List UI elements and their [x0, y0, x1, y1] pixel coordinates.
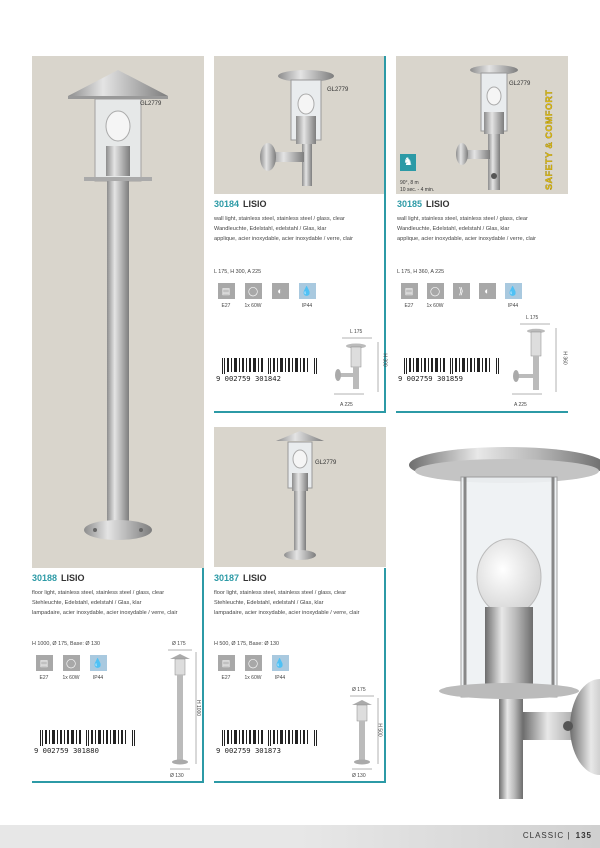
e27-socket-icon: ▤: [401, 283, 418, 299]
sensor-note: 90°, 8 m 10 sec. - 4 min.: [400, 180, 435, 193]
motion-sensor-icon: ⟫: [453, 283, 470, 299]
dimension-sketch-30184: [330, 336, 386, 396]
bulb-icon: ◯: [63, 655, 80, 671]
feature-icons-30185: ▤ E27 ◯ 1x 60W ⟫ ◐ 💧 IP44: [399, 283, 523, 309]
bulb-icon: ◯: [245, 283, 262, 299]
feature-icons-30184: ▤ E27 ◯ 1x 60W ◐ 💧 IP44: [216, 283, 317, 309]
ip44-water-drop-icon: 💧: [505, 283, 522, 299]
sketch-bottom-label: A 225: [514, 402, 527, 408]
sketch-bottom-label: Ø 130: [170, 773, 184, 779]
sketch-side-label: H 360: [561, 351, 568, 365]
product-dimensions-30184: L 175, H 300, A 225: [214, 269, 262, 275]
gl-label: GL2779: [509, 81, 531, 87]
barcode-30184: [222, 358, 318, 374]
footer-page-label: [523, 831, 592, 840]
barcode-number-30188: 9 002759 301880: [34, 746, 99, 755]
product-photo-30185: [396, 56, 568, 194]
product-dimensions-30187: H 500, Ø 175, Base: Ø 130: [214, 641, 280, 647]
safety-comfort-label: SAFETY & COMFORT: [544, 89, 554, 190]
sketch-bottom-label: A 225: [340, 402, 353, 408]
barcode-number-30185: 9 002759 301859: [398, 374, 463, 383]
divider: [214, 411, 386, 413]
footer-separator: |: [567, 831, 571, 840]
feature-icons-30188: ▤ E27 ◯ 1x 60W 💧 IP44: [34, 655, 108, 681]
bulb-icon: ◯: [245, 655, 262, 671]
ip44-water-drop-icon: 💧: [272, 655, 289, 671]
sketch-bottom-label: Ø 130: [352, 773, 366, 779]
product-dimensions-30185: L 175, H 360, A 225: [397, 269, 445, 275]
dimension-sketch-30188: [160, 648, 200, 772]
wall-lamp-sensor-illustration: [396, 56, 568, 194]
sketch-top-label: Ø 175: [352, 687, 366, 693]
wall-mount-icon: ◐: [479, 283, 496, 299]
wall-mount-icon: ◐: [272, 283, 289, 299]
product-code-30184: 30184 LISIO: [214, 199, 267, 209]
product-photo-30187: [214, 427, 386, 567]
footer-section: CLASSIC: [522, 831, 565, 840]
wall-lamp-illustration: [214, 56, 386, 194]
sketch-top-label: L 175: [526, 315, 539, 321]
barcode-30187: [222, 730, 318, 746]
sketch-side-label: H 1000: [195, 699, 202, 717]
gl-label: GL2779: [327, 87, 349, 93]
lamp-closeup-illustration: [397, 427, 600, 810]
product-description-30184: wall light, stainless steel, stainless steel / glass, clear Wandleuchte, Edelstahl, edelstahl / Glas, klar applique, acier inoxydable, acier inoxydable / verre, clair: [214, 216, 353, 242]
sketch-top-label: L 175: [350, 329, 363, 335]
product-description-30187: floor light, stainless steel, stainless steel / glass, clear Stehleuchte, Edelstahl, edelstahl / Glas, klar lampadaire, acier inoxydable, acier inoxydable / verre, clair: [214, 590, 360, 616]
e27-socket-icon: ▤: [36, 655, 53, 671]
e27-socket-icon: ▤: [218, 283, 235, 299]
product-photo-30188: [32, 56, 204, 568]
motion-sensor-icon: ♞: [400, 154, 416, 171]
barcode-number-30184: 9 002759 301842: [216, 374, 281, 383]
product-description-30188: floor light, stainless steel, stainless steel / glass, clear Stehleuchte, Edelstahl, edelstahl / Glas, klar lampadaire, acier inoxydable, acier inoxydable / verre, clair: [32, 590, 178, 616]
page-number: 135: [575, 831, 592, 840]
sketch-side-label: H 500: [376, 723, 383, 737]
product-photo-30184: [214, 56, 386, 194]
barcode-30188: [40, 730, 136, 746]
e27-socket-icon: ▤: [218, 655, 235, 671]
dimension-sketch-30185: [506, 322, 562, 396]
divider: [32, 781, 204, 783]
floor-lamp-illustration: [32, 56, 204, 568]
divider: [214, 781, 386, 783]
product-code-30187: 30187 LISIO: [214, 573, 267, 583]
divider: [396, 411, 568, 413]
sketch-side-label: H 300: [381, 353, 388, 367]
gl-label: GL2779: [140, 101, 162, 107]
divider: [202, 568, 204, 783]
product-description-30185: wall light, stainless steel, stainless steel / glass, clear Wandleuchte, Edelstahl, edelstahl / Glas, klar applique, acier inoxydable, acier inoxydable / verre, clair: [397, 216, 536, 242]
gl-label: GL2779: [315, 460, 337, 466]
page-footer: [0, 825, 600, 848]
product-code-30188: 30188 LISIO: [32, 573, 85, 583]
ip44-water-drop-icon: 💧: [299, 283, 316, 299]
bulb-icon: ◯: [427, 283, 444, 299]
sketch-top-label: Ø 175: [172, 641, 186, 647]
short-floor-lamp-illustration: [214, 427, 386, 567]
ip44-water-drop-icon: 💧: [90, 655, 107, 671]
product-dimensions-30188: H 1000, Ø 175, Base: Ø 130: [32, 641, 101, 647]
feature-icons-30187: ▤ E27 ◯ 1x 60W 💧 IP44: [216, 655, 290, 681]
product-detail-photo: [397, 427, 600, 810]
divider: [384, 568, 386, 783]
product-code-30185: 30185 LISIO: [397, 199, 450, 209]
barcode-number-30187: 9 002759 301873: [216, 746, 281, 755]
barcode-30185: [404, 358, 500, 374]
